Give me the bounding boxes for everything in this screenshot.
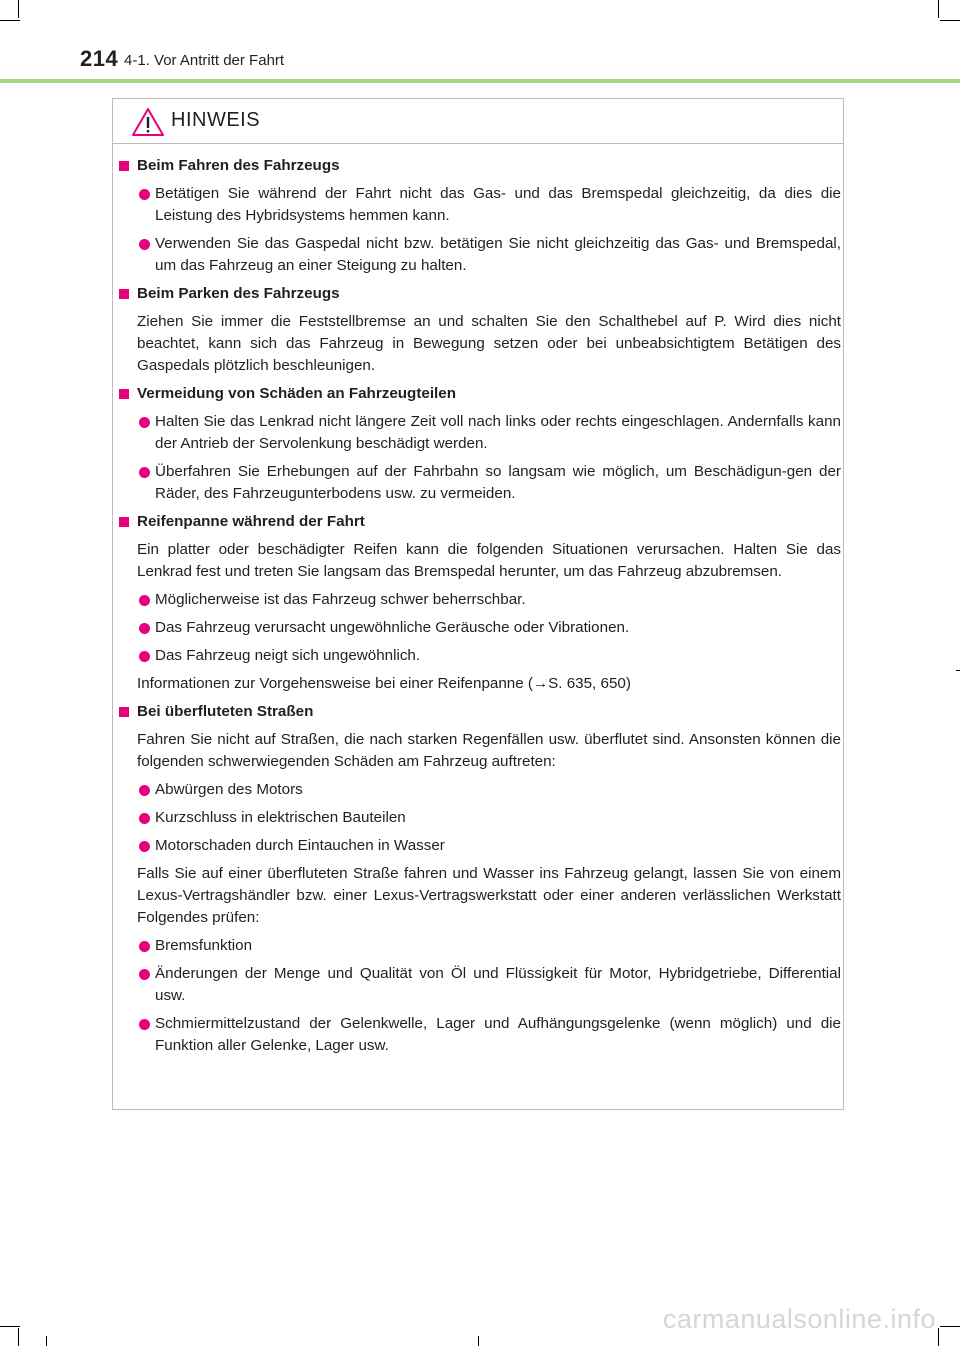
- crop-mark: [938, 1328, 939, 1346]
- watermark: carmanualsonline.info: [662, 1304, 936, 1334]
- section-heading: [117, 701, 841, 723]
- section-heading-text: Beim Parken des Fahrzeugs: [137, 285, 340, 302]
- round-bullet-icon: [139, 841, 150, 852]
- crop-mark: [940, 1326, 960, 1327]
- bullet-text: Halten Sie das Lenkrad nicht längere Zeit voll nach links oder rechts eingeschlagen. Andernfalls kann der Antrieb der Servolenkung beschädigt werden.: [155, 413, 841, 452]
- notice-section: [117, 283, 841, 377]
- bullet-item: [117, 617, 841, 639]
- bullet-item: [117, 461, 841, 505]
- square-bullet-icon: [119, 517, 129, 527]
- round-bullet-icon: [139, 189, 150, 200]
- bullet-item: [117, 963, 841, 1007]
- section-heading: [117, 383, 841, 405]
- bullet-item: [117, 935, 841, 957]
- header-divider: [0, 79, 960, 83]
- bullet-item: [117, 645, 841, 667]
- square-bullet-icon: [119, 707, 129, 717]
- bullet-text: Kurzschluss in elektrischen Bauteilen: [155, 809, 406, 826]
- bullet-text: Das Fahrzeug neigt sich ungewöhnlich.: [155, 647, 421, 664]
- section-heading-text: Beim Fahren des Fahrzeugs: [137, 157, 340, 174]
- bullet-text: Betätigen Sie während der Fahrt nicht das Gas- und das Bremspedal gleichzeitig, da dies die Leistung des Hybridsystems hemmen kann.: [155, 185, 841, 224]
- notice-content: [117, 155, 841, 1063]
- crop-mark: [0, 20, 20, 21]
- round-bullet-icon: [139, 623, 150, 634]
- crop-mark: [938, 0, 939, 18]
- bullet-text: Änderungen der Menge und Qualität von Öl und Flüssigkeit für Motor, Hybridgetriebe, Differential usw.: [155, 965, 841, 1004]
- bullet-text: Überfahren Sie Erhebungen auf der Fahrbahn so langsam wie möglich, um Beschädigun-gen der Räder, des Fahrzeugunterbodens usw. zu vermeiden.: [155, 463, 841, 502]
- section-title: 4-1. Vor Antritt der Fahrt: [124, 52, 285, 69]
- bullet-item: [117, 779, 841, 801]
- bullet-text: Abwürgen des Motors: [155, 781, 303, 798]
- round-bullet-icon: [139, 1019, 150, 1030]
- bullet-item: [117, 807, 841, 829]
- round-bullet-icon: [139, 239, 150, 250]
- round-bullet-icon: [139, 969, 150, 980]
- notice-section: [117, 383, 841, 505]
- notice-header: [113, 99, 843, 144]
- crop-mark: [956, 670, 960, 671]
- crop-mark: [0, 1326, 20, 1327]
- notice-title: HINWEIS: [171, 109, 261, 131]
- bullet-item: [117, 835, 841, 857]
- notice-box: [112, 98, 844, 1110]
- bullet-text: Möglicherweise ist das Fahrzeug schwer beherrschbar.: [155, 591, 526, 608]
- section-heading-text: Bei überfluteten Straßen: [137, 703, 314, 720]
- section-heading: [117, 155, 841, 177]
- bullet-text: Schmiermittelzustand der Gelenkwelle, Lager und Aufhängungsgelenke (wenn möglich) und die Funktion aller Gelenke, Lager usw.: [155, 1015, 841, 1054]
- paragraph: Ein platter oder beschädigter Reifen kann die folgenden Situationen verursachen. Halten Sie das Lenkrad fest und treten Sie langsam das Bremspedal herunter, um das Fahrzeug abzubremsen.: [137, 541, 841, 580]
- paragraph: Ziehen Sie immer die Feststellbremse an und schalten Sie den Schalthebel auf P. Wird dies nicht beachtet, kann sich das Fahrzeug in Bewegung setzen oder bei unbeabsichtigtem Betätigen des Gaspedals plötzlich beschleunigen.: [137, 313, 841, 374]
- section-heading-text: Vermeidung von Schäden an Fahrzeugteilen: [137, 385, 457, 402]
- bullet-text: Bremsfunktion: [155, 937, 253, 954]
- round-bullet-icon: [139, 651, 150, 662]
- warning-icon: [131, 107, 165, 137]
- bullet-text: Motorschaden durch Eintauchen in Wasser: [155, 837, 445, 854]
- round-bullet-icon: [139, 785, 150, 796]
- round-bullet-icon: [139, 417, 150, 428]
- crop-mark: [478, 1336, 479, 1346]
- bullet-item: [117, 233, 841, 277]
- section-heading: [117, 511, 841, 533]
- paragraph: Fahren Sie nicht auf Straßen, die nach starken Regenfällen usw. überflutet sind. Ansonsten können die folgenden schwerwiegenden Schäden am Fahrzeug auftreten:: [137, 731, 841, 770]
- section-heading-text: Reifenpanne während der Fahrt: [137, 513, 365, 530]
- square-bullet-icon: [119, 389, 129, 399]
- paragraph: Falls Sie auf einer überfluteten Straße fahren und Wasser ins Fahrzeug gelangt, lassen Sie von einem Lexus-Vertragshändler bzw. einer Lexus-Vertragswerkstatt oder einer anderen verlässlichen Werkstatt Folgendes prüfen:: [137, 865, 841, 926]
- bullet-item: [117, 589, 841, 611]
- bullet-item: [117, 183, 841, 227]
- round-bullet-icon: [139, 813, 150, 824]
- round-bullet-icon: [139, 941, 150, 952]
- notice-section: [117, 511, 841, 695]
- paragraph: Informationen zur Vorgehensweise bei einer Reifenpanne (→S. 635, 650): [137, 675, 631, 692]
- crop-mark: [46, 1336, 47, 1346]
- bullet-item: [117, 411, 841, 455]
- notice-section: [117, 155, 841, 277]
- crop-mark: [18, 0, 19, 18]
- crop-mark: [940, 20, 960, 21]
- page-number: 214: [80, 46, 119, 71]
- round-bullet-icon: [139, 595, 150, 606]
- square-bullet-icon: [119, 161, 129, 171]
- crop-mark: [18, 1328, 19, 1346]
- bullet-text: Verwenden Sie das Gaspedal nicht bzw. betätigen Sie nicht gleichzeitig das Gas- und Bremspedal, um das Fahrzeug an einer Steigung zu halten.: [155, 235, 841, 274]
- bullet-item: [117, 1013, 841, 1057]
- square-bullet-icon: [119, 289, 129, 299]
- bullet-text: Das Fahrzeug verursacht ungewöhnliche Geräusche oder Vibrationen.: [155, 619, 630, 636]
- notice-section: [117, 701, 841, 1057]
- round-bullet-icon: [139, 467, 150, 478]
- section-heading: [117, 283, 841, 305]
